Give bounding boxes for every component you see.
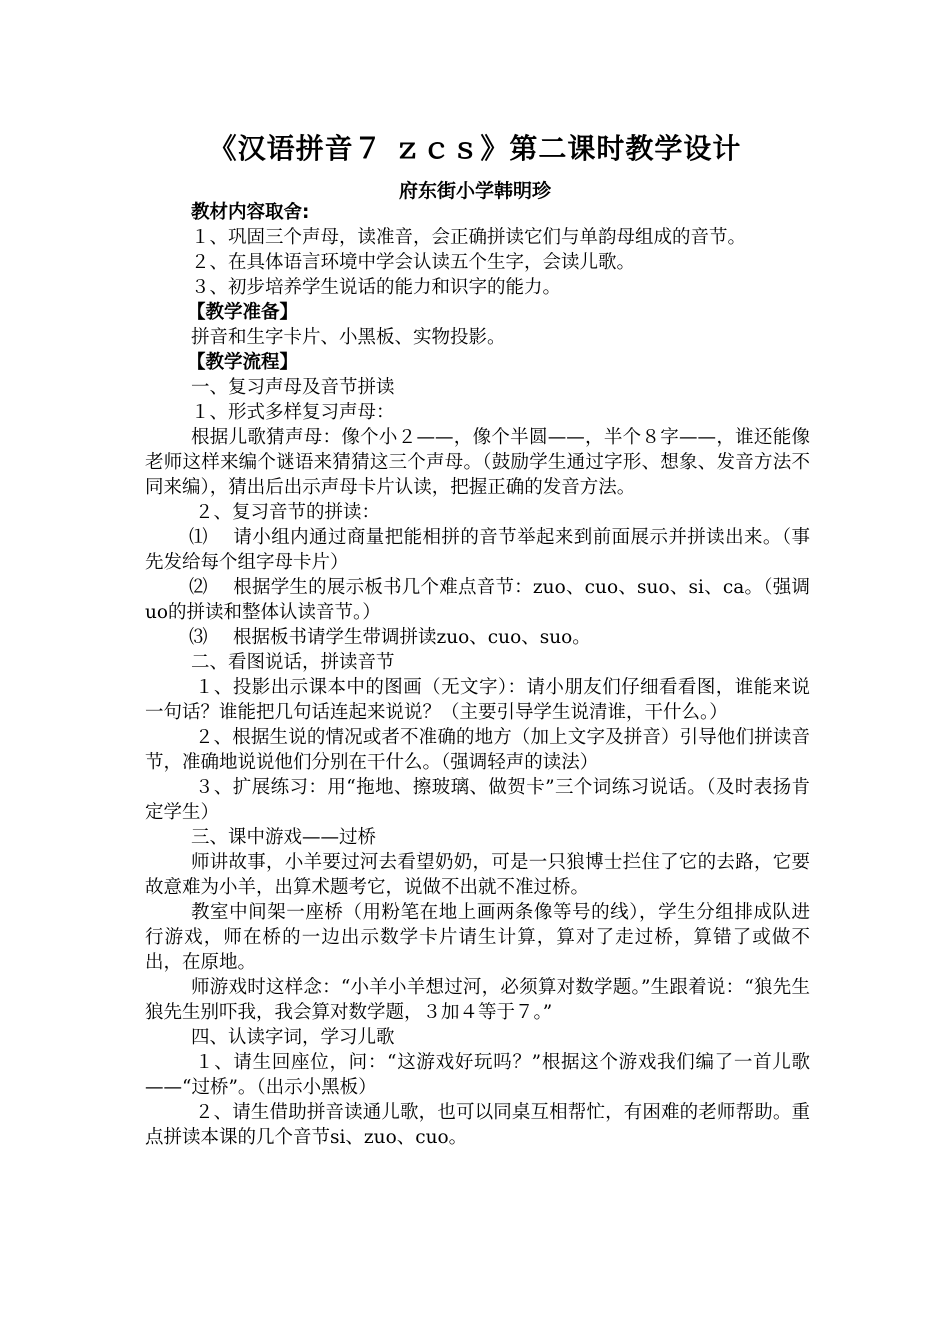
paragraph: ３、扩展练习：用“拖地、擦玻璃、做贺卡”三个词练习说话。（及时表扬肯定学生） xyxy=(145,777,810,823)
item-text: 请小组内通过商量把能相拼的音节举起来到前面展示并拼读出来。（事先发给每个组字母卡片） xyxy=(145,527,810,573)
paragraph: １、投影出示课本中的图画（无文字）：请小朋友们仔细看看图，谁能来说一句话？谁能把几句话连起来说说？（主要引导学生说清谁，干什么。） xyxy=(145,677,810,723)
numbered-item xyxy=(145,525,810,575)
paragraph: 师讲故事，小羊要过河去看望奶奶，可是一只狼博士拦住了它的去路，它要故意难为小羊，出算术题考它，说做不出就不准过桥。 xyxy=(145,852,810,898)
paragraph: １、请生回座位，问：“这游戏好玩吗？”根据这个游戏我们编了一首儿歌——“过桥”。（出示小黑板） xyxy=(145,1052,810,1098)
paragraph: 师游戏时这样念：“小羊小羊想过河，必须算对数学题。”生跟着说：“狼先生狼先生别吓我，我会算对数学题，３加４等于７。” xyxy=(145,977,810,1023)
paragraph: 三、课中游戏——过桥 xyxy=(191,827,377,848)
section-heading: 【教学准备】 xyxy=(187,302,299,323)
document-title: 《汉语拼音７ ｚｃｓ》第二课时教学设计 xyxy=(208,132,742,165)
document-author: 府东街小学韩明珍 xyxy=(398,180,551,202)
paragraph: 二、看图说话，拼读音节 xyxy=(191,652,395,673)
item-text: 根据板书请学生带调拼读zuo、cuo、suo。 xyxy=(233,627,591,648)
paragraph: 拼音和生字卡片、小黑板、实物投影。 xyxy=(191,327,506,348)
paragraph: 四、认读字词，学习儿歌 xyxy=(191,1027,395,1048)
paragraph: 一、复习声母及音节拼读 xyxy=(191,377,395,398)
paragraph: ２、复习音节的拼读： xyxy=(195,502,381,523)
paragraph: ２、在具体语言环境中学会认读五个生字，会读儿歌。 xyxy=(191,252,636,273)
numbered-item xyxy=(145,575,810,625)
numbered-item xyxy=(145,625,810,650)
paragraph: 教室中间架一座桥（用粉笔在地上画两条像等号的线），学生分组排成队进行游戏，师在桥的一边出示数学卡片请生计算，算对了走过桥，算错了或做不出，在原地。 xyxy=(145,902,810,973)
item-number: ⑴ xyxy=(189,527,208,548)
paragraph: ２、请生借助拼音读通儿歌，也可以同桌互相帮忙，有困难的老师帮助。重点拼读本课的几个音节si、zuo、cuo。 xyxy=(145,1102,810,1148)
paragraph: １、形式多样复习声母： xyxy=(191,402,395,423)
paragraph: １、巩固三个声母，读准音，会正确拼读它们与单韵母组成的音节。 xyxy=(191,227,747,248)
paragraph: 根据儿歌猜声母：像个小２——，像个半圆——，半个８字——，谁还能像老师这样来编个谜语来猜猜这三个声母。（鼓励学生通过字形、想象、发音方法不同来编），猜出后出示声母卡片认读，把握正确的发音方法。 xyxy=(145,427,810,498)
section-heading: 教材内容取舍: xyxy=(191,202,310,223)
item-text: 根据学生的展示板书几个难点音节：zuo、cuo、suo、si、ca。（强调uo的拼读和整体认读音节。） xyxy=(145,577,810,623)
section-heading: 【教学流程】 xyxy=(187,352,299,373)
paragraph: ２、根据生说的情况或者不准确的地方（加上文字及拼音）引导他们拼读音节，准确地说说他们分别在干什么。（强调轻声的读法） xyxy=(145,727,810,773)
paragraph: ３、初步培养学生说话的能力和识字的能力。 xyxy=(191,277,562,298)
document-body xyxy=(145,200,810,1150)
item-number: ⑶ xyxy=(189,627,208,648)
item-number: ⑵ xyxy=(189,577,208,598)
